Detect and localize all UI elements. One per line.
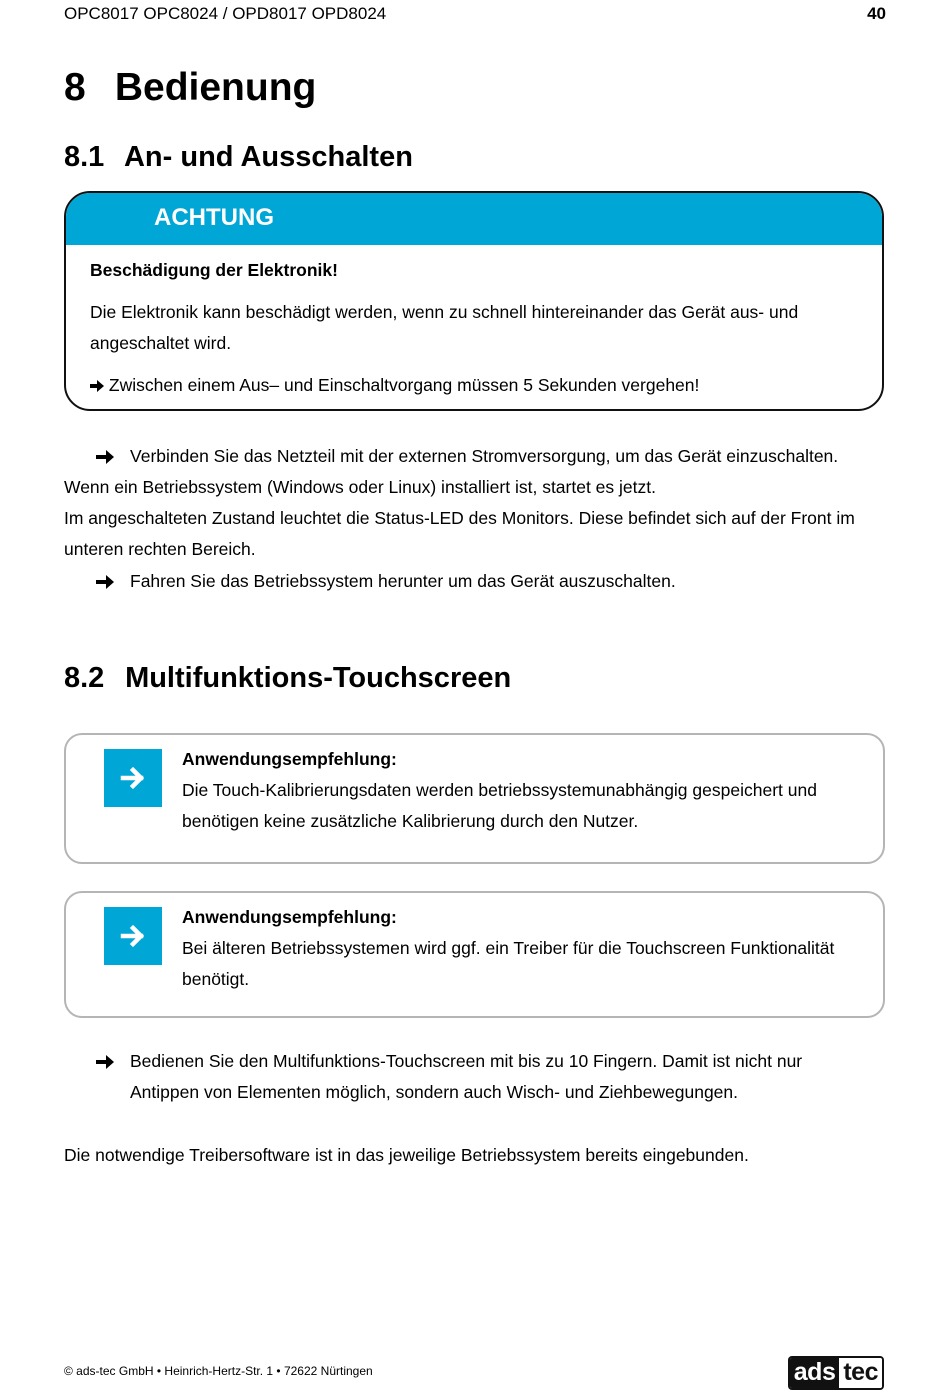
list-item [64,1046,914,1108]
arrow-right-icon [96,1046,114,1079]
subsection-heading-8-2 [64,662,511,695]
arrow-right-icon [96,566,114,599]
warning-text-line-1: Die Elektronik kann beschädigt werden, wenn zu schnell hintereinander das Gerät aus- und [90,302,799,322]
warning-label: ACHTUNG [66,193,882,245]
section-heading [64,66,316,110]
subsection-number: 8.2 [64,662,105,694]
step-text: Verbinden Sie das Netzteil mit der externen Stromversorgung, um das Gerät einzuschalten. [130,446,839,466]
subsection-number: 8.1 [64,141,105,173]
warning-box [64,191,884,411]
arrow-right-icon [90,375,109,395]
footer-text: © ads-tec GmbH • Heinrich-Hertz-Str. 1 • 72622 Nürtingen [64,1364,373,1378]
document-header-title: OPC8017 OPC8024 / OPD8017 OPD8024 [64,4,387,23]
paragraph-line: unteren rechten Bereich. [64,539,256,559]
arrow-right-icon [96,441,114,474]
subsection-title: Multifunktions-Touchscreen [125,662,512,694]
logo-part-a: ads [790,1358,840,1388]
note-line: benötigt. [182,969,250,989]
step-text: Bedienen Sie den Multifunktions-Touchscreen mit bis zu 10 Fingern. Damit ist nicht nur [130,1051,803,1071]
company-logo [788,1356,884,1390]
warning-heading: Beschädigung der Elektronik! [90,260,338,280]
logo-part-b: tec [839,1358,882,1388]
arrow-box-icon [104,749,162,807]
paragraph-line: Im angeschalteten Zustand leuchtet die Status-LED des Monitors. Diese befindet sich auf der Front im [64,508,855,528]
note-line: Die Touch-Kalibrierungsdaten werden betriebssystemunabhängig gespeichert und [182,780,817,800]
section-title: Bedienung [114,66,317,109]
note-title: Anwendungsempfehlung: [182,749,397,769]
subsection-heading-8-1 [64,141,413,174]
arrow-box-icon [104,907,162,965]
list-item [64,566,914,597]
paragraph-line: Wenn ein Betriebssystem (Windows oder Linux) installiert ist, startet es jetzt. [64,477,656,497]
warning-content [90,255,862,401]
subsection-title: An- und Ausschalten [123,141,413,173]
warning-action-text: Zwischen einem Aus– und Einschaltvorgang müssen 5 Sekunden vergehen! [108,375,700,395]
warning-action [90,370,862,401]
paragraph-line: Die notwendige Treibersoftware ist in das jeweilige Betriebssystem bereits eingebunden. [64,1145,749,1165]
note-title: Anwendungsempfehlung: [182,907,397,927]
list-item [64,441,914,472]
note-line: Bei älteren Betriebssystemen wird ggf. ein Treiber für die Touchscreen Funktionalität [182,938,835,958]
note-text [182,744,863,837]
note-box [64,733,885,864]
note-box [64,891,885,1018]
section-number: 8 [64,66,86,109]
note-line: benötigen keine zusätzliche Kalibrierung durch den Nutzer. [182,811,639,831]
page-number: 40 [867,4,886,23]
note-text [182,902,863,995]
warning-text-line-2: angeschaltet wird. [90,333,232,353]
step-text: Antippen von Elementen möglich, sondern auch Wisch- und Ziehbewegungen. [130,1082,739,1102]
step-text: Fahren Sie das Betriebssystem herunter um das Gerät auszuschalten. [130,571,676,591]
